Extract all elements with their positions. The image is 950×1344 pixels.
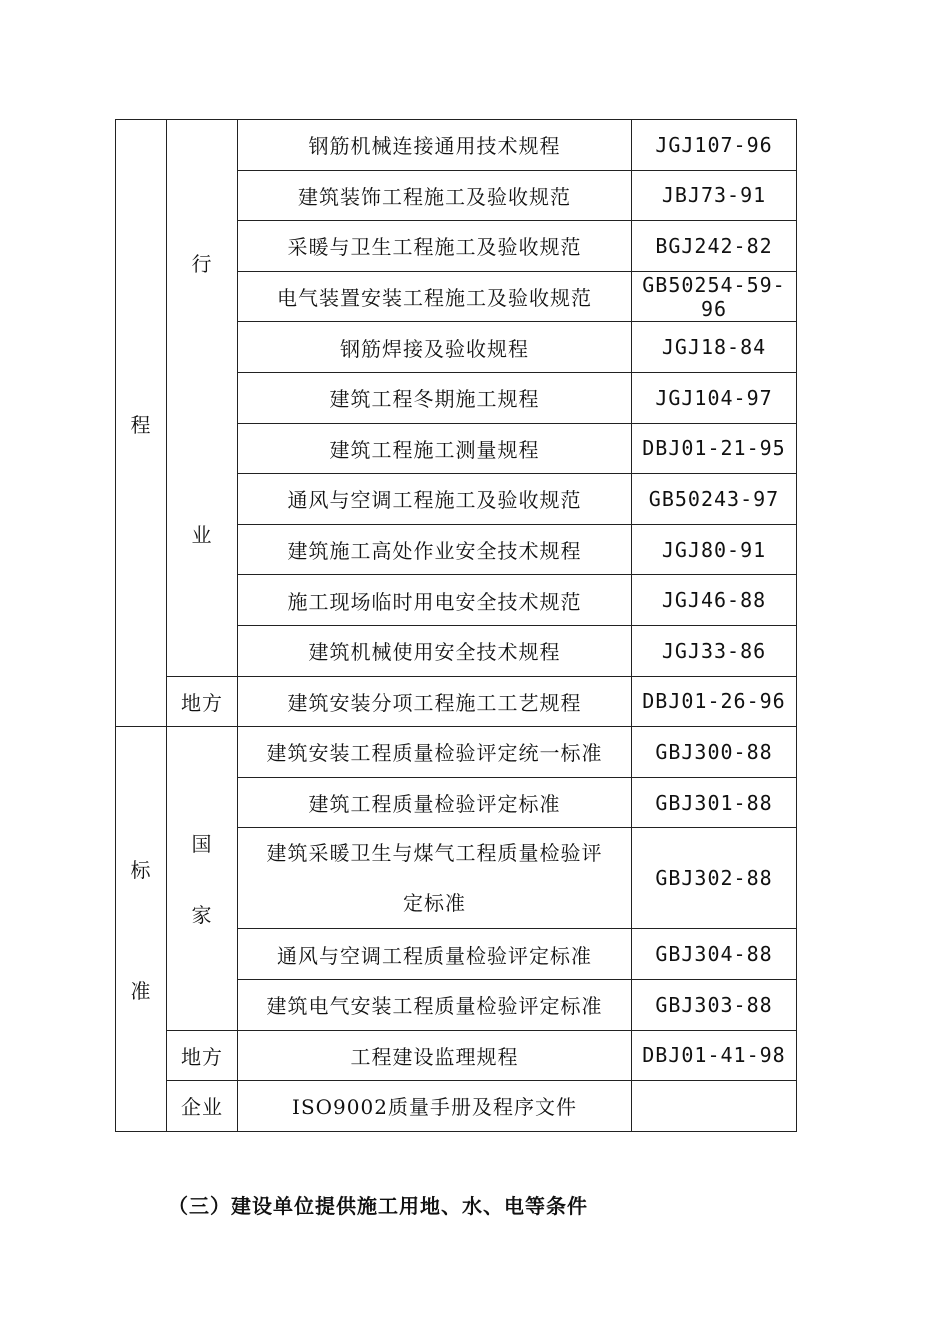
standard-code: GBJ302-88 xyxy=(632,828,797,929)
standard-code: JGJ33-86 xyxy=(632,625,797,676)
category-cell-lower xyxy=(116,727,167,1132)
category-char: 标 xyxy=(130,857,152,882)
subcategory-industry xyxy=(167,120,238,677)
standard-name: 建筑工程质量检验评定标准 xyxy=(238,777,632,828)
subcategory-local: 地方 xyxy=(167,676,238,727)
standard-code: GBJ301-88 xyxy=(632,777,797,828)
subcategory-char: 业 xyxy=(191,522,213,547)
standard-name: 建筑电气安装工程质量检验评定标准 xyxy=(238,979,632,1030)
table-row xyxy=(116,1030,797,1081)
standard-code: DBJ01-26-96 xyxy=(632,676,797,727)
standard-name: 工程建设监理规程 xyxy=(238,1030,632,1081)
standard-code: GB50254-59-96 xyxy=(632,271,797,322)
subcategory-national xyxy=(167,727,238,1030)
subcategory-char: 国 xyxy=(191,832,213,857)
category-char: 准 xyxy=(130,978,152,1003)
standard-name: 建筑工程施工测量规程 xyxy=(238,423,632,474)
subcategory-char: 行 xyxy=(191,251,213,276)
standard-code: DBJ01-41-98 xyxy=(632,1030,797,1081)
standard-code: BGJ242-82 xyxy=(632,221,797,272)
table-row xyxy=(116,120,797,171)
standard-code: JGJ107-96 xyxy=(632,120,797,171)
standard-code: GBJ303-88 xyxy=(632,979,797,1030)
standard-code: JBJ73-91 xyxy=(632,170,797,221)
standard-name: 建筑工程冬期施工规程 xyxy=(238,372,632,423)
standard-name: 建筑装饰工程施工及验收规范 xyxy=(238,170,632,221)
standard-code xyxy=(632,1081,797,1132)
standard-name-line: 定标准 xyxy=(403,891,466,916)
subcategory-enterprise: 企业 xyxy=(167,1081,238,1132)
standard-name-line: 建筑采暖卫生与煤气工程质量检验评 xyxy=(266,841,603,866)
standard-name xyxy=(238,828,632,929)
standard-name: 建筑机械使用安全技术规程 xyxy=(238,625,632,676)
standard-code: GBJ304-88 xyxy=(632,929,797,980)
table-row xyxy=(116,676,797,727)
standard-name: 钢筋机械连接通用技术规程 xyxy=(238,120,632,171)
standard-name: ISO9002质量手册及程序文件 xyxy=(238,1081,632,1132)
standard-name: 通风与空调工程施工及验收规范 xyxy=(238,474,632,525)
table-row xyxy=(116,1081,797,1132)
subcategory-local: 地方 xyxy=(167,1030,238,1081)
standards-table xyxy=(115,119,797,1132)
standard-code: DBJ01-21-95 xyxy=(632,423,797,474)
standard-name: 施工现场临时用电安全技术规范 xyxy=(238,575,632,626)
standard-code: GB50243-97 xyxy=(632,474,797,525)
standard-name: 建筑安装工程质量检验评定统一标准 xyxy=(238,727,632,778)
category-label: 程 xyxy=(130,412,152,437)
standard-name: 钢筋焊接及验收规程 xyxy=(238,322,632,373)
standard-name: 建筑安装分项工程施工工艺规程 xyxy=(238,676,632,727)
standard-code: JGJ80-91 xyxy=(632,524,797,575)
standard-code: GBJ300-88 xyxy=(632,727,797,778)
standard-name: 采暖与卫生工程施工及验收规范 xyxy=(238,221,632,272)
standard-code: JGJ46-88 xyxy=(632,575,797,626)
standard-code: JGJ18-84 xyxy=(632,322,797,373)
standard-code: JGJ104-97 xyxy=(632,372,797,423)
category-cell-upper xyxy=(116,120,167,727)
table-row xyxy=(116,727,797,778)
standard-name: 建筑施工高处作业安全技术规程 xyxy=(238,524,632,575)
standard-name: 电气装置安装工程施工及验收规范 xyxy=(238,271,632,322)
subcategory-char: 家 xyxy=(191,903,213,928)
section-heading: （三）建设单位提供施工用地、水、电等条件 xyxy=(168,1194,588,1218)
standard-name: 通风与空调工程质量检验评定标准 xyxy=(238,929,632,980)
